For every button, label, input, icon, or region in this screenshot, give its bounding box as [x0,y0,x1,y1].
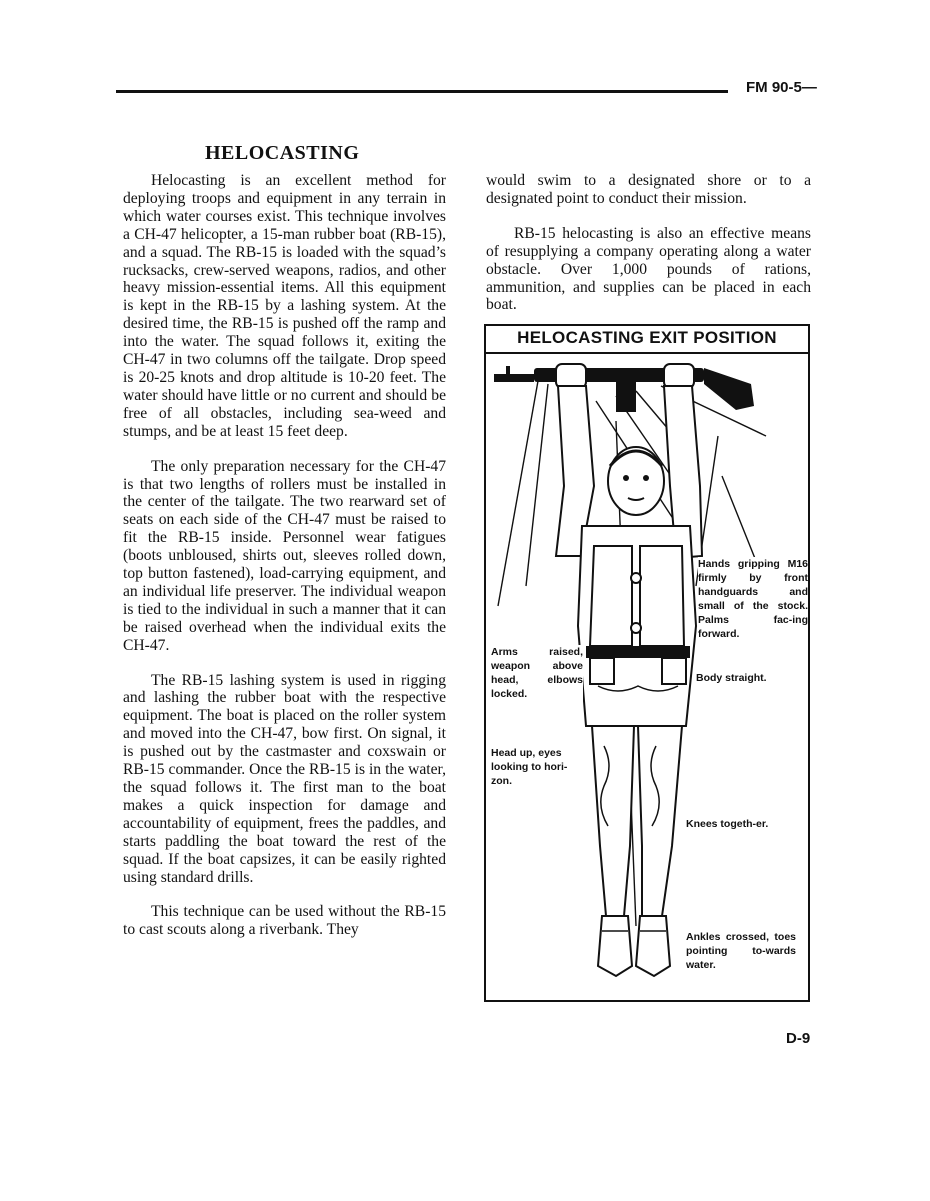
caption-ankles: Ankles crossed, toes pointing to-wards water. [686,931,796,971]
left-column [123,172,446,956]
caption-body: Body straight. [696,671,800,685]
figure-exit-position [484,324,810,1002]
caption-knees: Knees togeth-er. [686,817,776,831]
figure-title: HELOCASTING EXIT POSITION [517,328,777,347]
figure-title-rule [486,352,808,354]
paragraph-intro: Helocasting is an excellent method for deploying troops and equipment in any terrain in which water courses exist. This technique involves a CH-47 helicopter, a 15-man rubber boat (RB-15), and a squad. The RB-15 is loaded with the squad’s rucksacks, crew-served weapons, radios, and other heavy mission-essential items. All this equipment is kept in the RB-15 by a lashing system. At the desired time, the RB-15 is pushed off the ramp and into the water. The squad follows it, exiting the CH-47 in two columns off the tailgate. Drop speed is 20-25 knots and drop altitude is 10-20 feet. The water should have little or no current and should be free of all obstacles, including sea-weed and stumps, and be at least 15 feet deep. [123,172,446,440]
caption-arms: Arms raised, weapon above head, elbows locked. [491,646,583,700]
manual-id: FM 90-5— [746,79,817,96]
paragraph-scouts: This technique can be used without the RB-15 to cast scouts along a riverbank. They [123,903,446,939]
section-title: HELOCASTING [205,142,360,164]
paragraph-preparation: The only preparation necessary for the CH-47 is that two lengths of rollers must be installed in the center of the tailgate. The two rearward set of seats on each side of the CH-47 must be raised to fit the RB-15 inside. Personnel wear fatigues (boots unbloused, shirts out, sleeves rolled down, top button fastened), load-carrying equipment, and an individual life preserver. The individual weapon is tied to the individual in such a manner that it can be raised overhead when the individual exits the CH-47. [123,457,446,654]
caption-head: Head up, eyes looking to hori-zon. [491,746,585,788]
caption-hands: Hands gripping M16 firmly by front handguards and small of the stock. Palms fac-ing forward. [698,558,808,640]
paragraph-continuation: would swim to a designated shore or to a designated point to conduct their mission. [486,172,811,207]
right-column [486,172,811,331]
paragraph-resupply: RB-15 helocasting is also an effective means of resupplying a company operating along a water obstacle. Over 1,000 pounds of rations, ammunition, and supplies can be placed in each boat. [486,224,811,314]
header-rule [116,90,728,93]
page-number: D-9 [786,1030,811,1047]
paragraph-lashing: The RB-15 lashing system is used in rigging and lashing the rubber boat with the respective equipment. The boat is placed on the roller system and moved into the CH-47, bow first. On signal, it is pushed out by the castmaster and coxswain or RB-15 commander. Once the RB-15 is in the water, the squad follows it. The first man to the boat makes a quick inspection for damage and accountability of equipment, frees the paddles, and starts paddling the boat toward the rest of the squad. If the boat capsizes, it can be easily righted using standard drills. [123,671,446,886]
